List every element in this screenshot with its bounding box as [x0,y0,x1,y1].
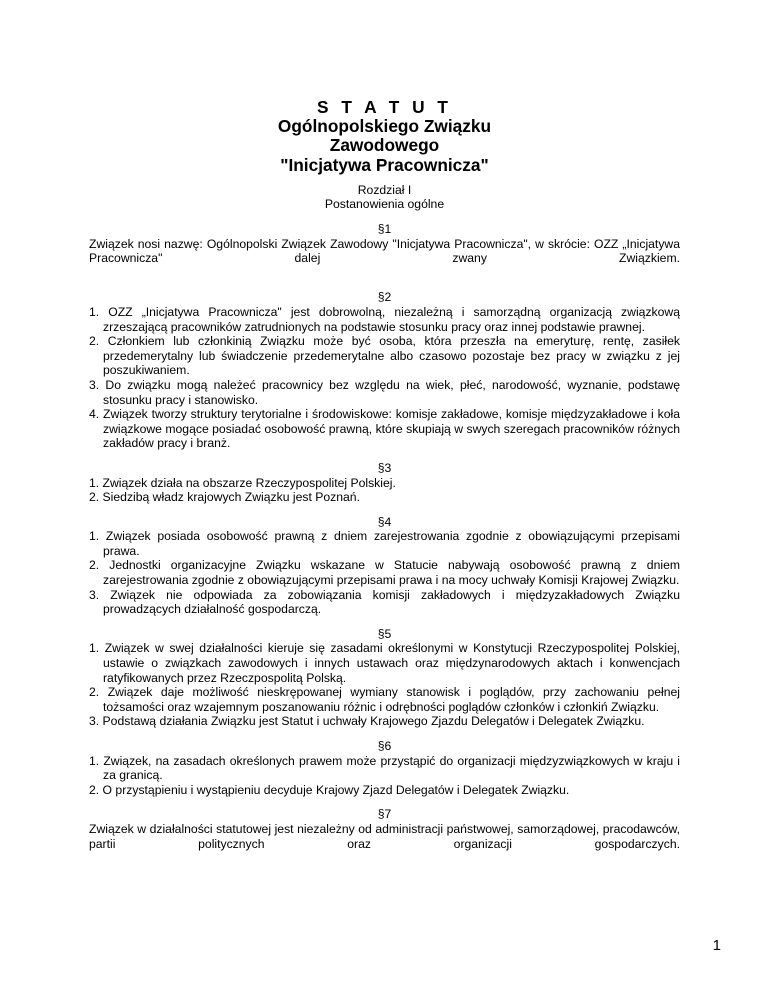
section-heading: §2 [377,290,392,305]
list-item: 1. OZZ „Inicjatywa Pracownicza" jest dobrowolną, niezależną i samorządną organizacją związkową zrzeszającą pracowników zatrudnionych na podstawie stosunku pracy oraz innej podstawie prawnej. [89,304,680,334]
section-list [89,641,680,729]
document-page [89,98,680,866]
section-list [89,529,680,617]
section-heading: §1 [377,222,392,236]
section-list [89,754,680,798]
document-title [89,98,680,175]
list-item: 3. Do związku mogą należeć pracownicy bez względu na wiek, płeć, narodowość, wyznanie, podstawę stosunku pracy i stanowisko. [89,377,680,407]
chapter-heading [89,183,680,212]
list-item: 1. Związek, na zasadach określonych prawem może przystąpić do organizacji międzyzwiązkowych w kraju i za granicą. [89,753,680,783]
section-list [89,476,680,505]
section-heading: §7 [377,807,392,822]
list-item: 1. Związek działa na obszarze Rzeczypospolitej Polskiej. [89,475,396,490]
list-item: 4. Związek tworzy struktury terytorialne i środowiskowe: komisje zakładowe, komisje międzyzakładowe i koła związkowe mogące posiadać osobowość prawną, które skupiają w swych szeregach pracowników różnych zakładów pracy i branż. [89,407,680,451]
list-item: 2. Związek daje możliwość nieskrępowanej wymiany stanowisk i poglądów, przy zachowaniu pełnej tożsamości oraz wzajemnym poszanowaniu różnic i odrębności poglądów członków i członkiń Związku. [89,685,680,714]
title-line-2: Ogólnopolskiego Związku [277,116,492,137]
section-paragraph: Związek w działalności statutowej jest niezależny od administracji państwowej, samorządowej, pracodawców, partii politycznych oraz organizacji gospodarczych. [89,821,680,851]
section-heading: §6 [377,739,392,753]
section-heading: §3 [377,460,392,475]
list-item: 1. Związek posiada osobowość prawną z dniem zarejestrowania zgodnie z obowiązującymi przepisami prawa. [89,529,680,558]
list-item: 3. Podstawą działania Związku jest Statut i uchwały Krajowego Zjazdu Delegatów i Delegatek Związku. [89,714,645,729]
list-item: 1. Związek w swej działalności kieruje się zasadami określonymi w Konstytucji Rzeczypospolitej Polskiej, ustawie o związkach zawodowych i innych ustawach oraz międzynarodowych aktach i konwencjach ratyfikowanych przez Rzeczpospolitą Polską. [89,641,680,685]
chapter-label: Rozdział I [357,182,412,197]
page-number: 1 [712,937,721,954]
list-item: 2. O przystąpieniu i wystąpieniu decyduje Krajowy Zjazd Delegatów i Delegatek Związku. [89,782,570,797]
list-item: 2. Jednostki organizacyjne Związku wskazane w Statucie nabywają osobowość prawną z dniem zarejestrowania zgodnie z obowiązującymi przepisami prawa i na mocy uchwały Komisji Krajowej Związku. [89,558,680,588]
section-list [89,305,680,451]
title-statut: S T A T U T [317,97,452,117]
list-item: 3. Związek nie odpowiada za zobowiązania komisji zakładowych i międzyzakładowych Związku prowadzących działalność gospodarczą. [89,587,680,617]
list-item: 2. Członkiem lub członkinią Związku może być osoba, która przeszła na emeryturę, rentę, zasiłek przedemerytalny lub świadczenie przedemerytalne albo czasowo pozostaje bez pracy w związku z jej poszukiwaniem. [89,334,680,378]
chapter-name: Postanowienia ogólne [324,197,445,212]
title-line-4: "Inicjatywa Pracownicza" [280,154,489,175]
section-paragraph: Związek nosi nazwę: Ogólnopolski Związek Zawodowy "Inicjatywa Pracownicza", w skrócie: OZZ „Inicjatywa Pracownicza" dalej zwany Związkiem. [89,236,680,266]
title-line-3: Zawodowego [329,135,440,156]
list-item: 2. Siedzibą władz krajowych Związku jest Poznań. [89,490,360,505]
section-heading: §4 [377,514,392,529]
section-heading: §5 [377,626,392,641]
